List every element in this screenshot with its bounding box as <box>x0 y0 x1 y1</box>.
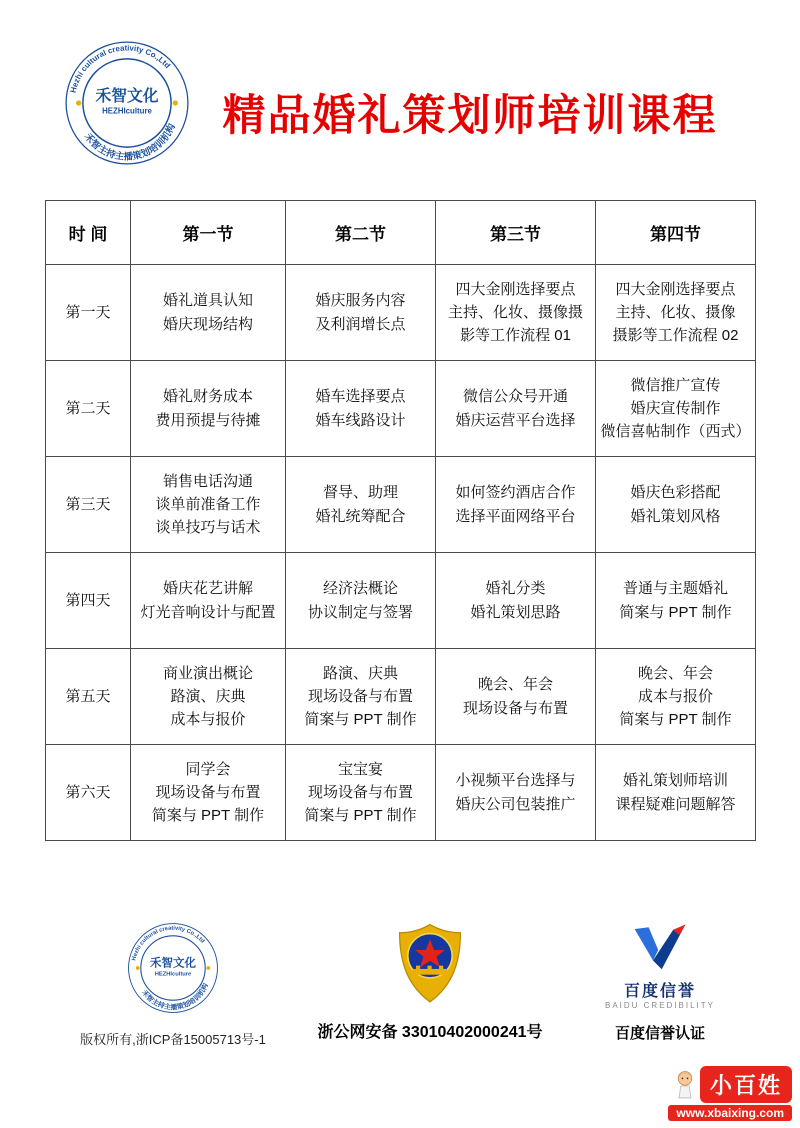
course-cell-line: 简案与 PPT 制作 <box>304 711 417 729</box>
course-cell <box>596 553 756 649</box>
watermark-site-name: 小百姓 <box>700 1066 792 1103</box>
course-cell <box>436 649 596 745</box>
day-label: 第六天 <box>46 745 131 841</box>
table-row <box>46 361 756 457</box>
xbaixing-watermark <box>644 1066 792 1122</box>
course-cell-line: 婚礼策划风格 <box>630 507 721 525</box>
course-cell-line: 简案与 PPT 制作 <box>151 807 265 825</box>
course-cell-line: 成本与报价 <box>637 687 713 705</box>
course-cell-line: 摄影等工作流程 02 <box>612 327 739 345</box>
course-cell-line: 成本与报价 <box>170 711 246 729</box>
day-label: 第二天 <box>46 361 131 457</box>
course-cell-line: 婚庆花艺讲解 <box>162 580 253 598</box>
course-cell-line: 现场设备与布置 <box>307 687 413 705</box>
course-cell-line: 及利润增长点 <box>315 315 406 333</box>
svg-text:禾智文化: 禾智文化 <box>95 87 159 105</box>
table-row <box>46 265 756 361</box>
course-cell <box>436 265 596 361</box>
table-row <box>46 457 756 553</box>
course-cell-line: 简案与 PPT 制作 <box>304 807 417 825</box>
course-cell-line: 微信喜帖制作（西式） <box>600 423 751 441</box>
course-cell <box>436 553 596 649</box>
table-header-row <box>46 201 756 265</box>
table-row <box>46 553 756 649</box>
footer-police-block <box>300 922 560 1042</box>
course-cell-line: 四大金刚选择要点 <box>455 280 576 298</box>
watermark-site-url[interactable]: www.xbaixing.com <box>668 1105 792 1121</box>
course-cell-line: 主持、化妆、摄像摄 <box>447 303 583 321</box>
course-cell-line: 小视频平台选择与 <box>455 772 576 790</box>
header <box>0 36 800 186</box>
column-header: 时 间 <box>46 201 131 265</box>
column-header: 第二节 <box>286 201 436 265</box>
course-cell-line: 费用预提与待摊 <box>155 411 261 429</box>
course-cell-line: 晚会、年会 <box>477 676 553 694</box>
baidu-cert-text: 百度信誉认证 <box>614 1025 705 1042</box>
course-table <box>45 200 756 841</box>
course-cell-line: 影等工作流程 01 <box>460 327 571 345</box>
course-cell-line: 婚庆现场结构 <box>162 315 253 333</box>
course-cell-line: 婚礼分类 <box>485 580 546 598</box>
course-cell <box>596 265 756 361</box>
course-cell <box>596 649 756 745</box>
course-cell-line: 协议制定与签署 <box>307 603 413 621</box>
footer <box>0 922 800 1072</box>
course-cell-line: 婚车选择要点 <box>315 388 406 406</box>
icp-copyright-text: 版权所有,浙ICP备15005713号-1 <box>80 1032 266 1047</box>
baidu-logo-subtitle: BAIDU CREDIBILITY <box>604 1001 715 1010</box>
course-cell <box>286 361 436 457</box>
course-cell <box>131 265 286 361</box>
course-cell <box>286 457 436 553</box>
course-cell <box>286 553 436 649</box>
course-cell-line: 微信公众号开通 <box>462 388 568 406</box>
course-cell <box>286 265 436 361</box>
course-cell-line: 婚礼策划思路 <box>470 603 561 621</box>
course-cell <box>131 457 286 553</box>
course-cell-line: 婚车线路设计 <box>315 411 406 429</box>
course-cell-line: 谈单技巧与话术 <box>155 519 261 537</box>
course-cell-line: 销售电话沟通 <box>162 472 253 490</box>
police-record-text: 浙公网安备 33010402000241号 <box>317 1024 543 1041</box>
svg-text:禾智主持主播策划培训机构: 禾智主持主播策划培训机构 <box>81 122 178 163</box>
column-header: 第四节 <box>596 201 756 265</box>
baidu-credibility-icon <box>632 922 688 971</box>
svg-text:HEZHIculture: HEZHIculture <box>102 106 152 116</box>
course-cell-line: 如何签约酒店合作 <box>455 484 576 502</box>
course-cell-line: 普通与主题婚礼 <box>622 580 728 598</box>
police-badge-icon <box>393 922 467 1006</box>
course-cell-line: 婚庆公司包装推广 <box>455 795 576 813</box>
course-cell-line: 宝宝宴 <box>337 760 383 778</box>
course-cell-line: 婚礼道具认知 <box>162 292 253 310</box>
svg-text:禾智文化: 禾智文化 <box>150 957 196 970</box>
course-cell-line: 微信推广宣传 <box>630 376 721 394</box>
mascot-icon <box>672 1069 698 1103</box>
course-cell-line: 四大金刚选择要点 <box>615 280 736 298</box>
table-row <box>46 745 756 841</box>
svg-text:HEZHIculture: HEZHIculture <box>154 971 192 978</box>
course-cell <box>131 553 286 649</box>
course-cell-line: 婚礼财务成本 <box>162 388 253 406</box>
course-cell <box>596 457 756 553</box>
course-cell-line: 现场设备与布置 <box>462 699 568 717</box>
page-title: 精品婚礼策划师培训课程 <box>222 92 718 140</box>
day-label: 第五天 <box>46 649 131 745</box>
course-cell-line: 路演、庆典 <box>322 664 398 682</box>
column-header: 第三节 <box>436 201 596 265</box>
course-cell-line: 婚庆色彩搭配 <box>630 484 721 502</box>
column-header: 第一节 <box>131 201 286 265</box>
course-cell-line: 主持、化妆、摄像 <box>615 303 736 321</box>
course-cell <box>286 649 436 745</box>
course-cell-line: 婚庆服务内容 <box>315 292 406 310</box>
course-cell-line: 婚礼统筹配合 <box>315 507 406 525</box>
svg-text:Hezhi cultural creativity Co.,: Hezhi cultural creativity Co.,Ltd <box>68 43 173 94</box>
footer-baidu-block <box>575 922 745 1043</box>
course-cell-line: 督导、助理 <box>322 484 398 502</box>
course-cell-line: 现场设备与布置 <box>155 783 261 801</box>
course-cell <box>131 745 286 841</box>
baidu-logo-title: 百度信誉 <box>623 983 696 1000</box>
course-cell-line: 选择平面网络平台 <box>455 507 576 525</box>
course-cell <box>131 361 286 457</box>
svg-text:Hezhi cultural creativity Co.,: Hezhi cultural creativity Co.,Ltd <box>131 925 206 962</box>
course-cell-line: 婚庆运营平台选择 <box>455 411 576 429</box>
course-cell-line: 简案与 PPT 制作 <box>619 603 732 621</box>
course-cell <box>436 457 596 553</box>
course-cell-line: 课程疑难问题解答 <box>615 795 736 813</box>
course-cell <box>286 745 436 841</box>
course-cell <box>596 361 756 457</box>
course-cell-line: 现场设备与布置 <box>307 783 413 801</box>
table-row <box>46 649 756 745</box>
course-cell-line: 商业演出概论 <box>162 664 253 682</box>
course-cell <box>131 649 286 745</box>
course-cell-line: 路演、庆典 <box>170 687 246 705</box>
day-label: 第一天 <box>46 265 131 361</box>
course-cell <box>596 745 756 841</box>
course-cell <box>436 745 596 841</box>
day-label: 第四天 <box>46 553 131 649</box>
course-cell-line: 灯光音响设计与配置 <box>140 603 276 621</box>
day-label: 第三天 <box>46 457 131 553</box>
company-logo-icon <box>64 40 190 166</box>
course-cell <box>436 361 596 457</box>
course-table-body <box>46 265 756 841</box>
course-cell-line: 谈单前准备工作 <box>155 495 261 513</box>
course-cell-line: 简案与 PPT 制作 <box>619 711 732 729</box>
course-cell-line: 婚礼策划师培训 <box>622 772 728 790</box>
course-cell-line: 晚会、年会 <box>637 664 713 682</box>
company-logo <box>64 40 190 166</box>
course-cell-line: 同学会 <box>185 760 231 778</box>
course-cell-line: 婚庆宣传制作 <box>630 399 721 417</box>
footer-copyright-block <box>58 922 288 1048</box>
company-logo-small-icon <box>127 922 219 1014</box>
course-cell-line: 经济法概论 <box>322 580 398 598</box>
svg-text:禾智主持主播策划培训机构: 禾智主持主播策划培训机构 <box>140 982 210 1012</box>
